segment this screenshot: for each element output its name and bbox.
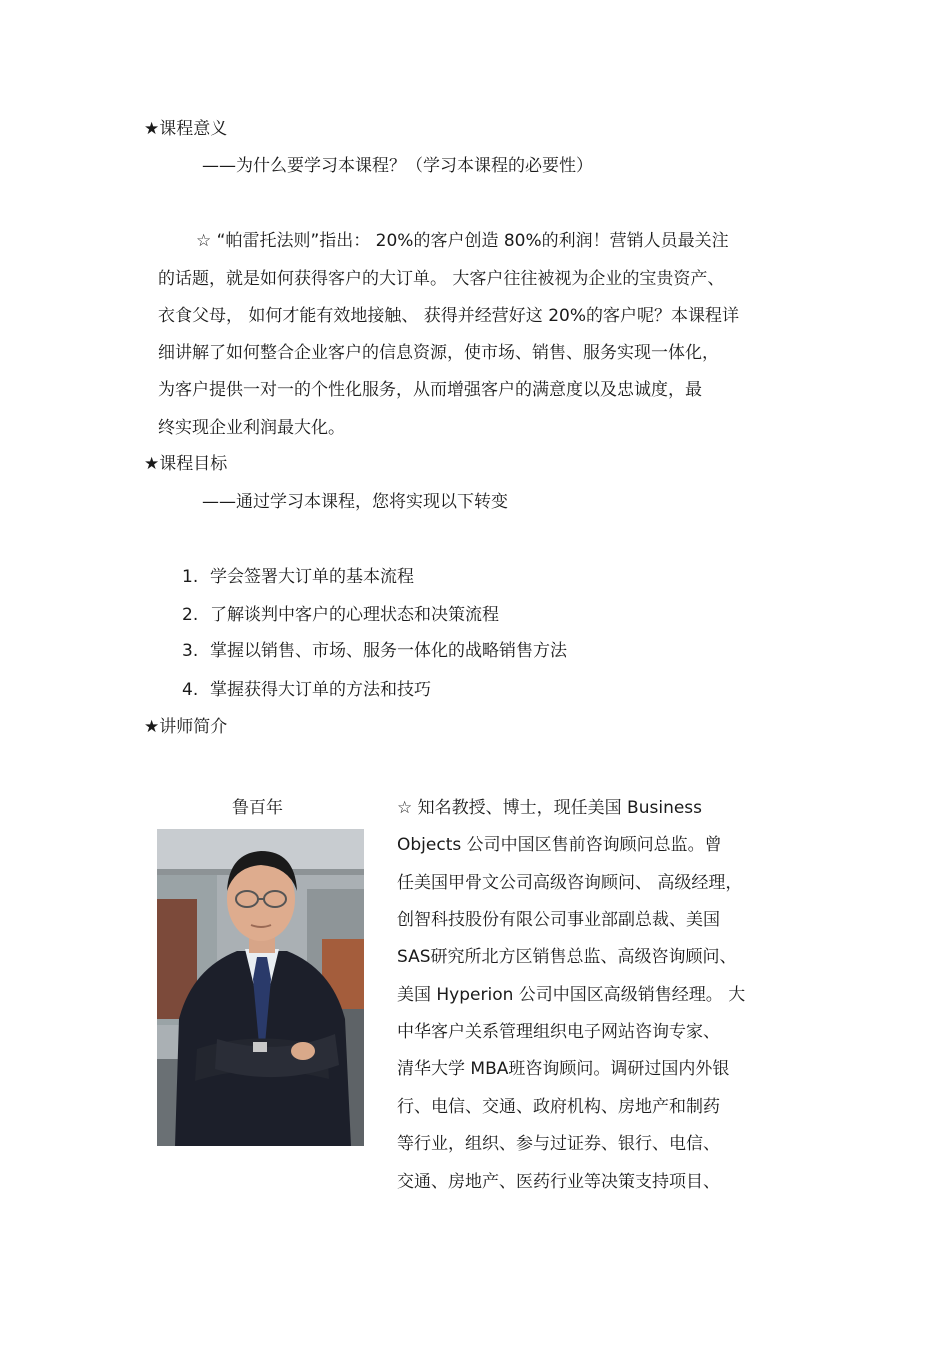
paragraph-line: 细讲解了如何整合企业客户的信息资源，使市场、销售、服务实现一体化， [158,343,719,363]
list-item-number: 1. [182,567,199,587]
bio-line: 等行业，组织、参与过证券、银行、电信、 [397,1134,720,1154]
paragraph-line: 终实现企业利润最大化。 [158,418,345,438]
lecturer-name: 鲁百年 [232,798,283,818]
list-item [182,640,567,662]
list-item [182,566,414,588]
bio-line: 任美国甲骨文公司高级咨询顾问、 高级经理， [397,873,743,893]
list-item-text: 了解谈判中客户的心理状态和决策流程 [210,605,499,625]
list-item-number: 3. [182,641,199,661]
paragraph-line: ☆ “帕雷托法则”指出： 20%的客户创造 80%的利润！营销人员最关注 [196,231,729,251]
list-item-text: 学会签署大订单的基本流程 [210,567,414,587]
list-item [182,604,499,626]
bio-line: ☆ 知名教授、博士，现任美国 Business [397,798,703,818]
paragraph-line: 衣食父母， 如何才能有效地接触、 获得并经营好这 20%的客户呢？本课程详 [158,306,739,326]
bio-line: 中华客户关系管理组织电子网站咨询专家、 [397,1022,720,1042]
section-heading-goals: ★课程目标 [144,454,228,474]
list-item-number: 2. [182,605,199,625]
bio-line: Objects 公司中国区售前咨询顾问总监。曾 [397,835,722,855]
lecturer-photo [157,829,364,1146]
paragraph-line: 的话题，就是如何获得客户的大订单。 大客户往往被视为企业的宝贵资产、 [158,269,725,289]
paragraph-line: 为客户提供一对一的个性化服务，从而增强客户的满意度以及忠诚度，最 [158,380,702,400]
list-item-text: 掌握以销售、市场、服务一体化的战略销售方法 [210,641,567,661]
bio-line: 行、电信、交通、政府机构、房地产和制药 [397,1097,720,1117]
section-subheading-meaning: ——为什么要学习本课程？（学习本课程的必要性） [202,156,593,176]
list-item [182,679,431,701]
bio-line: 交通、房地产、医药行业等决策支持项目、 [397,1172,720,1192]
list-item-text: 掌握获得大订单的方法和技巧 [210,680,431,700]
bio-line: 清华大学 MBA班咨询顾问。调研过国内外银 [397,1059,730,1079]
section-heading-lecturer: ★讲师简介 [144,717,228,737]
bio-line: 创智科技股份有限公司事业部副总裁、美国 [397,910,720,930]
section-heading-meaning: ★课程意义 [144,119,228,139]
list-item-number: 4. [182,680,199,700]
bio-line: SAS研究所北方区销售总监、高级咨询顾问、 [397,947,737,967]
section-subheading-goals: ——通过学习本课程，您将实现以下转变 [202,492,508,512]
bio-line: 美国 Hyperion 公司中国区高级销售经理。 大 [397,985,746,1005]
